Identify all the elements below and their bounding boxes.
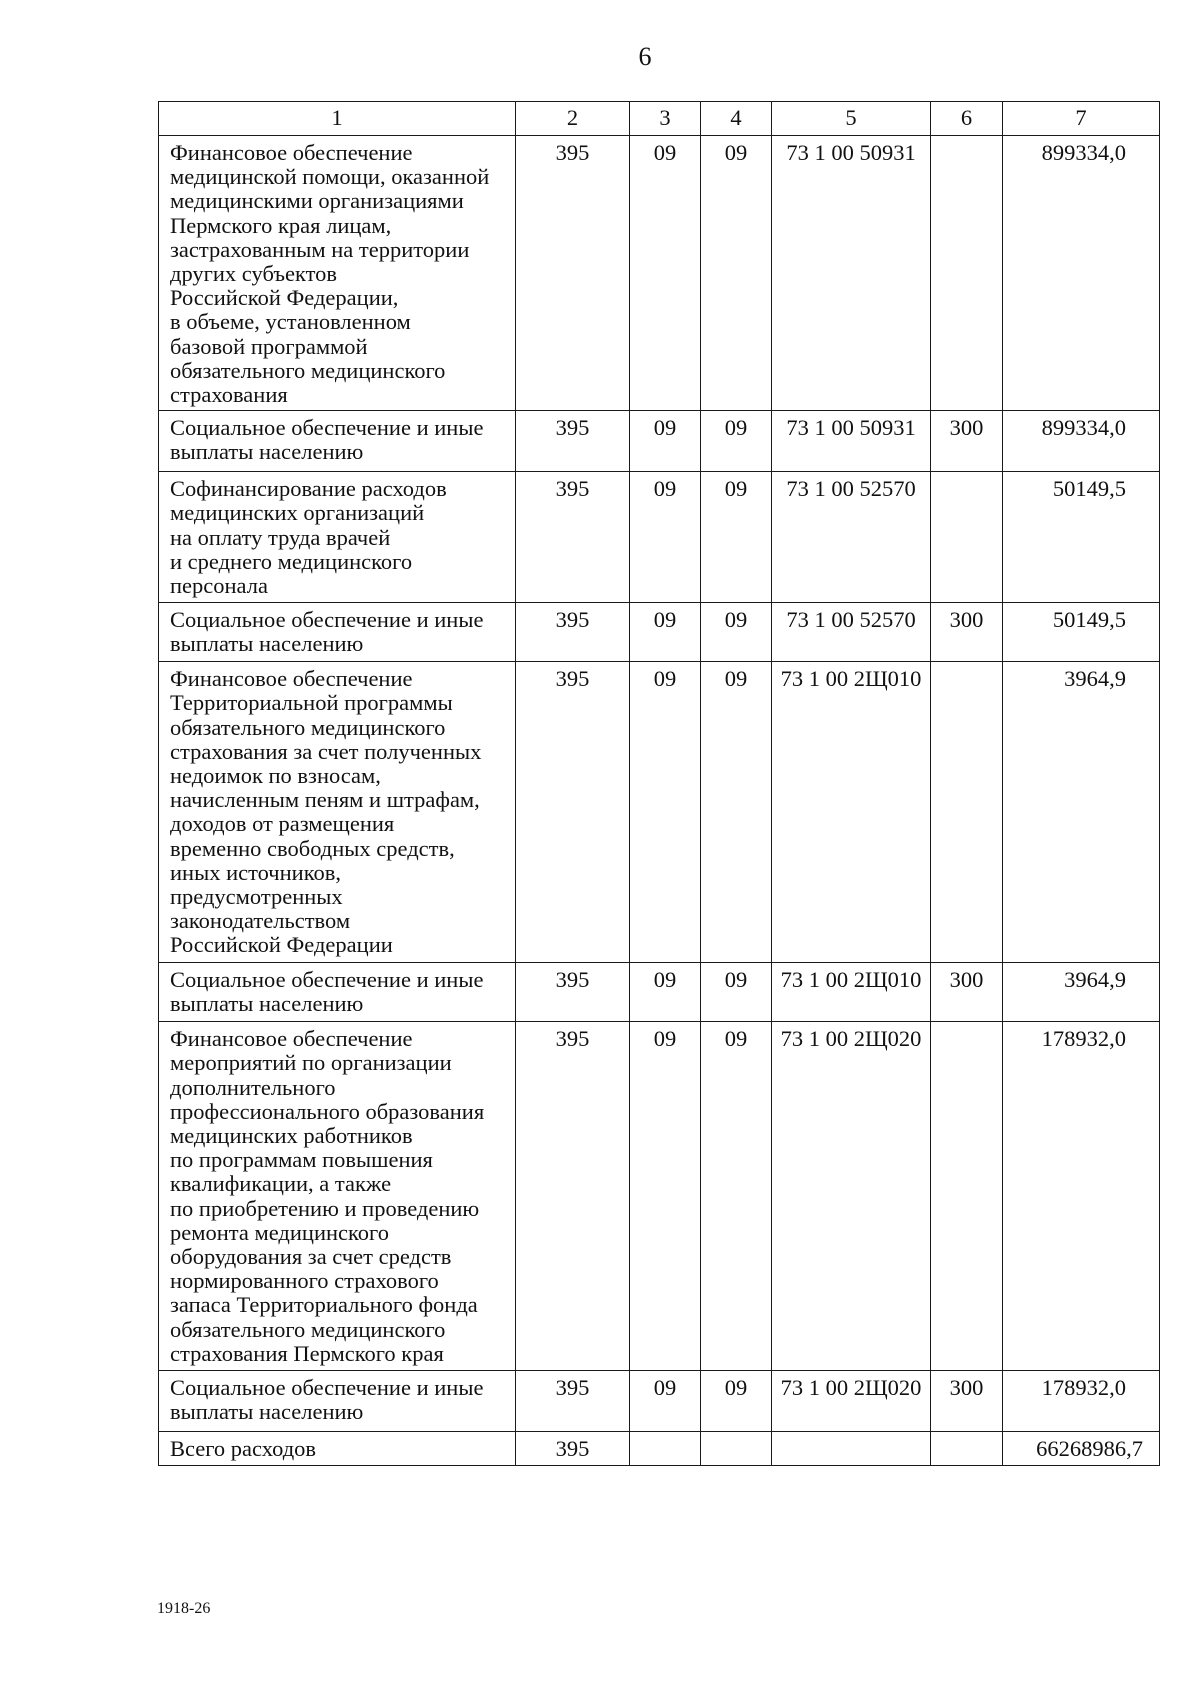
table-row — [159, 1022, 1160, 1371]
cell-amount: 899334,0 — [1003, 136, 1160, 411]
cell-target-article: 73 1 00 52570 — [772, 472, 931, 603]
cell-target-article: 73 1 00 2Щ010 — [772, 662, 931, 963]
cell-amount: 178932,0 — [1003, 1022, 1160, 1371]
header-col-2: 2 — [516, 102, 630, 136]
cell-expense-type — [931, 136, 1003, 411]
cell-admin-code: 395 — [516, 411, 630, 472]
cell-admin-code: 395 — [516, 1022, 630, 1371]
header-col-4: 4 — [701, 102, 772, 136]
cell-subsection — [701, 1432, 772, 1466]
cell-admin-code: 395 — [516, 603, 630, 662]
cell-section: 09 — [630, 1371, 701, 1432]
cell-admin-code: 395 — [516, 1432, 630, 1466]
cell-section: 09 — [630, 472, 701, 603]
row-name: Финансовое обеспечение медицинской помощи, оказанной медицинскими организациями Пермского края лицам, застрахованным на территории других субъектов Российской Федерации, в объеме, установленном базовой программой обязательного медицинского страхования — [159, 136, 516, 411]
cell-expense-type: 300 — [931, 1371, 1003, 1432]
total-row — [159, 1432, 1160, 1466]
cell-section: 09 — [630, 603, 701, 662]
cell-admin-code: 395 — [516, 662, 630, 963]
header-col-3: 3 — [630, 102, 701, 136]
table-row — [159, 136, 1160, 411]
cell-expense-type — [931, 1022, 1003, 1371]
cell-expense-type: 300 — [931, 963, 1003, 1022]
page-number: 6 — [638, 42, 652, 71]
table-row — [159, 1371, 1160, 1432]
cell-subsection: 09 — [701, 963, 772, 1022]
header-col-5: 5 — [772, 102, 931, 136]
cell-target-article: 73 1 00 50931 — [772, 411, 931, 472]
cell-admin-code: 395 — [516, 136, 630, 411]
table-row — [159, 411, 1160, 472]
header-col-6: 6 — [931, 102, 1003, 136]
row-name: Финансовое обеспечение Территориальной программы обязательного медицинского страхования за счет полученных недоимок по взносам, начисленным пеням и штрафам, доходов от размещения временно свободных средств, иных источников, предусмотренных законодательством Российской Федерации — [159, 662, 516, 963]
cell-subsection: 09 — [701, 411, 772, 472]
cell-section: 09 — [630, 963, 701, 1022]
cell-subsection: 09 — [701, 662, 772, 963]
cell-admin-code: 395 — [516, 963, 630, 1022]
row-name: Софинансирование расходов медицинских организаций на оплату труда врачей и среднего медицинского персонала — [159, 472, 516, 603]
cell-subsection: 09 — [701, 1022, 772, 1371]
cell-subsection: 09 — [701, 1371, 772, 1432]
cell-total-amount: 66268986,7 — [1003, 1432, 1160, 1466]
cell-section: 09 — [630, 662, 701, 963]
cell-subsection: 09 — [701, 603, 772, 662]
cell-amount: 50149,5 — [1003, 472, 1160, 603]
header-col-7: 7 — [1003, 102, 1160, 136]
cell-section: 09 — [630, 1022, 701, 1371]
cell-expense-type — [931, 1432, 1003, 1466]
cell-admin-code: 395 — [516, 1371, 630, 1432]
header-row — [159, 102, 1160, 136]
cell-amount: 3964,9 — [1003, 662, 1160, 963]
budget-table — [158, 101, 1160, 1466]
cell-amount: 899334,0 — [1003, 411, 1160, 472]
cell-target-article: 73 1 00 2Щ020 — [772, 1022, 931, 1371]
table-row — [159, 603, 1160, 662]
cell-admin-code: 395 — [516, 472, 630, 603]
header-col-1: 1 — [159, 102, 516, 136]
cell-amount: 50149,5 — [1003, 603, 1160, 662]
row-name: Социальное обеспечение и иные выплаты населению — [159, 603, 516, 662]
row-name: Социальное обеспечение и иные выплаты населению — [159, 1371, 516, 1432]
cell-amount: 3964,9 — [1003, 963, 1160, 1022]
cell-expense-type — [931, 472, 1003, 603]
cell-amount: 178932,0 — [1003, 1371, 1160, 1432]
row-name: Всего расходов — [159, 1432, 516, 1466]
row-name: Социальное обеспечение и иные выплаты населению — [159, 963, 516, 1022]
table-row — [159, 963, 1160, 1022]
cell-target-article — [772, 1432, 931, 1466]
table-row — [159, 662, 1160, 963]
cell-expense-type: 300 — [931, 411, 1003, 472]
cell-target-article: 73 1 00 52570 — [772, 603, 931, 662]
cell-expense-type: 300 — [931, 603, 1003, 662]
cell-subsection: 09 — [701, 472, 772, 603]
cell-target-article: 73 1 00 2Щ020 — [772, 1371, 931, 1432]
cell-subsection: 09 — [701, 136, 772, 411]
cell-section: 09 — [630, 136, 701, 411]
table-row — [159, 472, 1160, 603]
cell-section: 09 — [630, 411, 701, 472]
row-name: Социальное обеспечение и иные выплаты населению — [159, 411, 516, 472]
cell-target-article: 73 1 00 2Щ010 — [772, 963, 931, 1022]
cell-target-article: 73 1 00 50931 — [772, 136, 931, 411]
cell-section — [630, 1432, 701, 1466]
document-code: 1918-26 — [157, 1600, 211, 1617]
row-name: Финансовое обеспечение мероприятий по организации дополнительного профессионального образования медицинских работников по программам повышения квалификации, а также по приобретению и проведению ремонта медицинского оборудования за счет средств нормированного страхового запаса Территориального фонда обязательного медицинского страхования Пермского края — [159, 1022, 516, 1371]
cell-expense-type — [931, 662, 1003, 963]
